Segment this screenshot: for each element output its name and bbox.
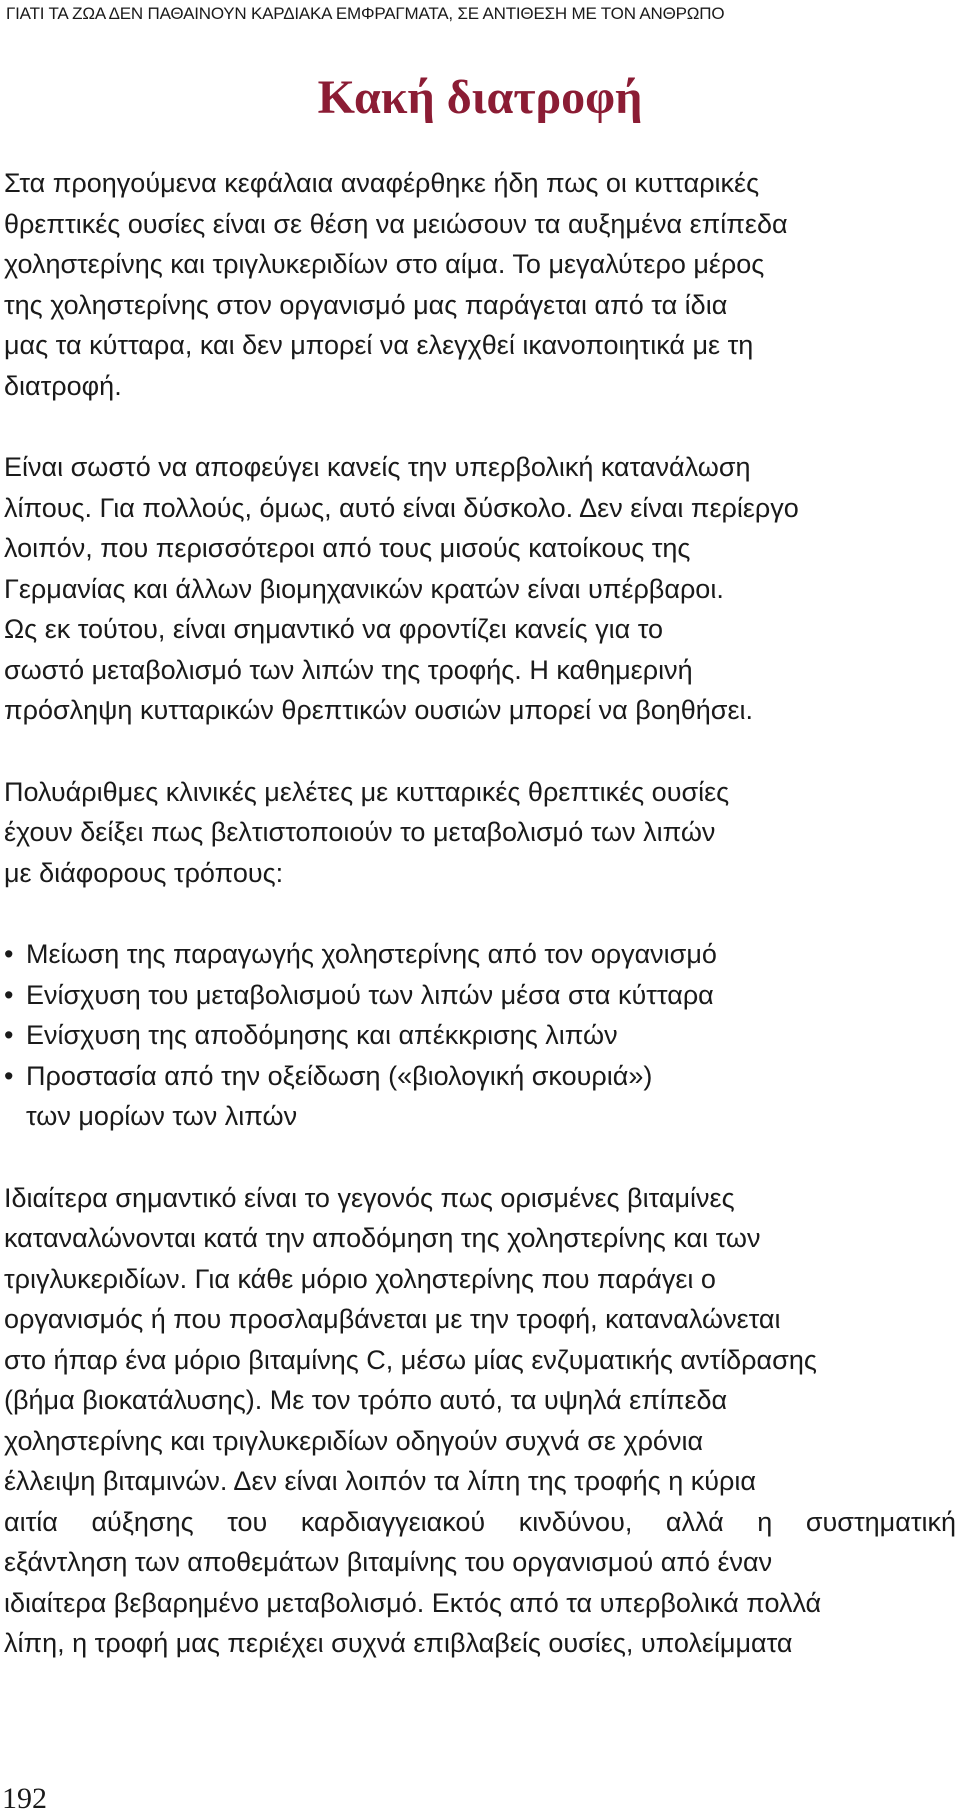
list-item: [4, 934, 956, 975]
list-item-text: των μορίων των λιπών: [26, 1101, 298, 1131]
running-header: ΓΙΑΤΙ ΤΑ ΖΩΑ ΔΕΝ ΠΑΘΑΙΝΟΥΝ ΚΑΡΔΙΑΚΑ ΕΜΦΡΑΓΜΑΤΑ, ΣΕ ΑΝΤΙΘΕΣΗ ΜΕ ΤΟΝ ΑΝΘΡΩΠΟ: [6, 4, 725, 23]
text-line: σωστό μεταβολισμό των λιπών της τροφής. Η καθημερινή: [4, 654, 693, 685]
list-item-text: Ενίσχυση της αποδόμησης και απέκκρισης λιπών: [26, 1020, 618, 1050]
bullet-icon: •: [4, 979, 14, 1010]
text-line: έχουν δείξει πως βελτιστοποιούν το μεταβολισμό των λιπών: [4, 817, 716, 847]
text-line: εξάντληση των αποθεμάτων βιταμίνης του οργανισμού από έναν: [4, 1547, 773, 1577]
bullet-icon: •: [4, 939, 14, 969]
text-line: τριγλυκεριδίων. Για κάθε μόριο χοληστερίνης που παράγει ο: [4, 1263, 716, 1294]
list-item-text: Ενίσχυση του μεταβολισμού των λιπών μέσα στα κύτταρα: [26, 979, 714, 1010]
bullet-list: [4, 934, 956, 1137]
text-line: Γερμανίας και άλλων βιομηχανικών κρατών είναι υπέρβαροι.: [4, 573, 724, 604]
text-line: μας τα κύτταρα, και δεν μπορεί να ελεγχθεί ικανοποιητικά με τη: [4, 330, 754, 360]
body-text: [4, 163, 956, 1705]
text-line: (βήμα βιοκατάλυσης). Με τον τρόπο αυτό, τα υψηλά επίπεδα: [4, 1385, 728, 1415]
chapter-title: Κακή διατροφή: [317, 71, 643, 124]
page-number: 192: [2, 1782, 47, 1815]
list-item: [4, 1056, 956, 1137]
text-line: Στα προηγούμενα κεφάλαια αναφέρθηκε ήδη πως οι κυτταρικές: [4, 168, 760, 198]
text-line: ιδιαίτερα βεβαρημένο μεταβολισμό. Εκτός από τα υπερβολικά πολλά: [4, 1587, 822, 1618]
list-item: [4, 1015, 956, 1056]
text-line: αιτία αύξησης του καρδιαγγειακού κινδύνου, αλλά η συστηματική: [4, 1506, 956, 1537]
list-item-text: Μείωση της παραγωγής χοληστερίνης από τον οργανισμό: [26, 939, 717, 969]
text-line: λίπη, η τροφή μας περιέχει συχνά επιβλαβείς ουσίες, υπολείμματα: [4, 1628, 793, 1658]
text-line: της χοληστερίνης στον οργανισμό μας παράγεται από τα ίδια: [4, 289, 728, 320]
list-item-text: Προστασία από την οξείδωση («βιολογική σκουριά»): [26, 1060, 653, 1091]
paragraph-1: [4, 163, 956, 406]
paragraph-4: [4, 1178, 956, 1664]
text-line: οργανισμός ή που προσλαμβάνεται με την τροφή, καταναλώνεται: [4, 1304, 781, 1334]
text-line: λοιπόν, που περισσότεροι από τους μισούς κατοίκους της: [4, 533, 691, 563]
text-line: με διάφορους τρόπους:: [4, 857, 284, 888]
text-line: χοληστερίνης και τριγλυκεριδίων στο αίμα. Το μεγαλύτερο μέρος: [4, 249, 765, 279]
bullet-icon: •: [4, 1020, 14, 1050]
text-line: έλλειψη βιταμινών. Δεν είναι λοιπόν τα λίπη της τροφής η κύρια: [4, 1466, 756, 1496]
text-line: Ιδιαίτερα σημαντικό είναι το γεγονός πως ορισμένες βιταμίνες: [4, 1182, 735, 1213]
text-line: Είναι σωστό να αποφεύγει κανείς την υπερβολική κατανάλωση: [4, 452, 751, 482]
paragraph-2: [4, 447, 956, 731]
list-item: [4, 975, 956, 1016]
text-line: πρόσληψη κυτταρικών θρεπτικών ουσιών μπορεί να βοηθήσει.: [4, 695, 753, 725]
text-line: καταναλώνονται κατά την αποδόμηση της χοληστερίνης και των: [4, 1223, 761, 1253]
text-line: διατροφή.: [4, 370, 122, 401]
paragraph-3: [4, 772, 956, 894]
text-line: λίπους. Για πολλούς, όμως, αυτό είναι δύσκολο. Δεν είναι περίεργο: [4, 492, 799, 523]
text-line: χοληστερίνης και τριγλυκεριδίων οδηγούν συχνά σε χρόνια: [4, 1425, 704, 1456]
bullet-icon: •: [4, 1060, 14, 1091]
text-line: θρεπτικές ουσίες είναι σε θέση να μειώσουν τα αυξημένα επίπεδα: [4, 208, 788, 239]
text-line: στο ήπαρ ένα μόριο βιταμίνης C, μέσω μίας ενζυματικής αντίδρασης: [4, 1344, 817, 1375]
text-line: Ως εκ τούτου, είναι σημαντικό να φροντίζει κανείς για το: [4, 614, 664, 644]
text-line: Πολυάριθμες κλινικές μελέτες με κυτταρικές θρεπτικές ουσίες: [4, 776, 730, 807]
